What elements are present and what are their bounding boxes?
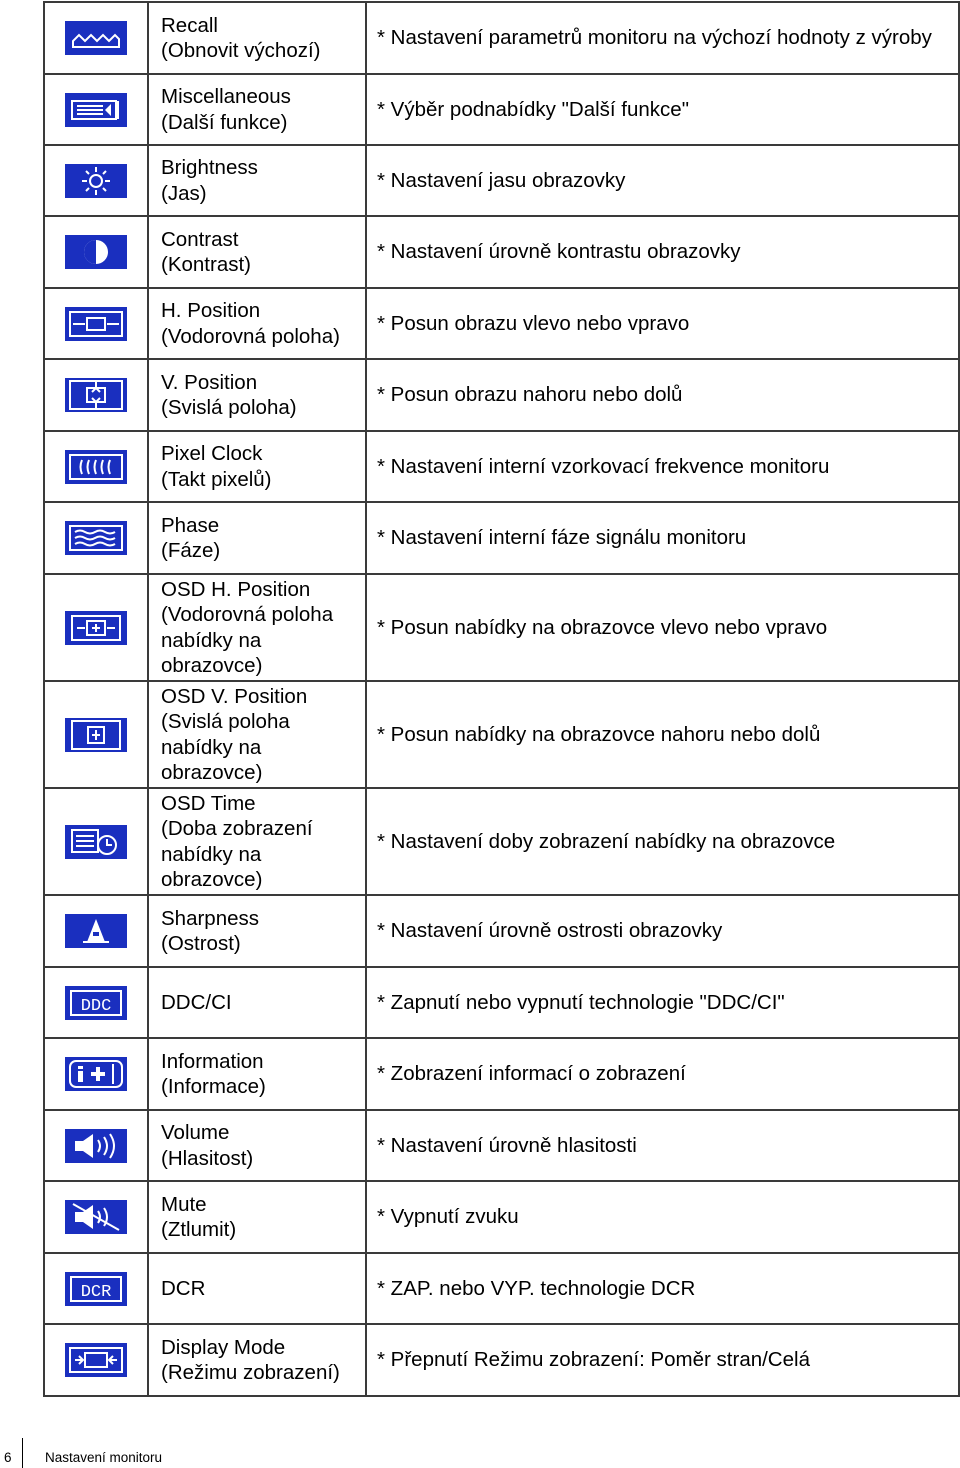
icon-cell [44,967,148,1038]
function-name: Recall (Obnovit výchozí) [161,13,321,62]
icon-cell [44,359,148,431]
function-name: Contrast (Kontrast) [161,227,251,276]
icon-cell [44,74,148,145]
icon-cell [44,1324,148,1396]
h-position-icon [65,307,127,341]
table-row [44,216,959,288]
icon-cell [44,681,148,788]
table-row [44,1324,959,1396]
function-description: * Posun obrazu vlevo nebo vpravo [366,288,959,359]
table-row [44,431,959,502]
function-name-cell [148,681,366,788]
function-name-cell [148,574,366,681]
function-description: * Výběr podnabídky "Další funkce" [366,74,959,145]
function-name-cell [148,288,366,359]
phase-icon [65,521,127,555]
table-row [44,574,959,681]
function-name-cell [148,895,366,967]
miscellaneous-icon [65,93,127,127]
function-description: * Nastavení interní fáze signálu monitoru [366,502,959,574]
function-name-cell [148,2,366,74]
function-name-cell [148,1181,366,1253]
icon-cell [44,1038,148,1110]
volume-icon [65,1129,127,1163]
function-name-cell [148,1038,366,1110]
icon-cell [44,288,148,359]
function-name: Display Mode (Režimu zobrazení) [161,1335,340,1384]
display-mode-icon [65,1343,127,1377]
osd-time-icon [65,825,127,859]
icon-cell [44,788,148,895]
icon-cell [44,216,148,288]
function-name: DDC/CI [161,990,232,1014]
function-name-cell [148,1110,366,1181]
table-row [44,288,959,359]
function-description: * Posun obrazu nahoru nebo dolů [366,359,959,431]
function-description: * Nastavení úrovně kontrastu obrazovky [366,216,959,288]
table-row [44,788,959,895]
icon-cell [44,145,148,216]
function-name-cell [148,359,366,431]
icon-cell [44,431,148,502]
function-name: OSD Time (Doba zobrazení nabídky na obrazovce) [161,791,313,891]
function-description: * Vypnutí zvuku [366,1181,959,1253]
table-row [44,1253,959,1324]
function-description: * Nastavení úrovně hlasitosti [366,1110,959,1181]
mute-icon [65,1200,127,1234]
function-name-cell [148,216,366,288]
function-name-cell [148,502,366,574]
function-name: Information (Informace) [161,1049,266,1098]
footer-divider [22,1438,23,1468]
recall-icon [65,21,127,55]
function-name: Miscellaneous (Další funkce) [161,85,291,134]
table-row [44,895,959,967]
table-row [44,145,959,216]
icon-cell [44,895,148,967]
function-name: OSD V. Position (Svislá poloha nabídky na obrazovce) [161,684,308,784]
dcr-icon [65,1272,127,1306]
osd-v-position-icon [65,718,127,752]
function-name: Sharpness (Ostrost) [161,906,260,955]
table-row [44,1038,959,1110]
function-description: * Nastavení jasu obrazovky [366,145,959,216]
function-name: V. Position (Svislá poloha) [161,370,297,419]
table-row [44,502,959,574]
table-row [44,1181,959,1253]
table-row [44,1110,959,1181]
pixel-clock-icon [65,450,127,484]
section-title: Nastavení monitoru [45,1450,163,1465]
function-name-cell [148,788,366,895]
function-name: DCR [161,1276,206,1300]
function-name: OSD H. Position (Vodorovná poloha nabídky na obrazovce) [161,577,334,677]
information-icon [65,1057,127,1091]
function-description: * Zobrazení informací o zobrazení [366,1038,959,1110]
function-name-cell [148,74,366,145]
icon-cell [44,1253,148,1324]
table-row [44,681,959,788]
function-description: * Posun nabídky na obrazovce nahoru nebo dolů [366,681,959,788]
function-description: * ZAP. nebo VYP. technologie DCR [366,1253,959,1324]
svg-text:DDC: DDC [80,996,112,1016]
function-name-cell [148,1253,366,1324]
function-name: Pixel Clock (Takt pixelů) [161,442,272,491]
table-row [44,74,959,145]
function-description: * Nastavení doby zobrazení nabídky na obrazovce [366,788,959,895]
function-name: Phase (Fáze) [161,513,221,562]
function-name: Mute (Ztlumit) [161,1192,237,1241]
svg-text:DCR: DCR [80,1282,112,1302]
osd-function-rows [44,2,959,1396]
osd-function-table [43,1,960,1397]
function-name: H. Position (Vodorovná poloha) [161,299,340,348]
page-footer [0,1450,960,1466]
sharpness-icon [65,914,127,948]
osd-h-position-icon [65,611,127,645]
icon-cell [44,1110,148,1181]
v-position-icon [65,378,127,412]
icon-cell [44,574,148,681]
function-description: * Přepnutí Režimu zobrazení: Poměr stran/Celá [366,1324,959,1396]
function-description: * Zapnutí nebo vypnutí technologie "DDC/CI" [366,967,959,1038]
brightness-icon [65,164,127,198]
function-name: Volume (Hlasitost) [161,1121,254,1170]
icon-cell [44,502,148,574]
icon-cell [44,2,148,74]
table-row [44,2,959,74]
function-description: * Nastavení interní vzorkovací frekvence monitoru [366,431,959,502]
icon-cell [44,1181,148,1253]
function-name-cell [148,967,366,1038]
table-row [44,359,959,431]
function-name: Brightness (Jas) [161,156,258,205]
function-name-cell [148,1324,366,1396]
table-row [44,967,959,1038]
function-description: * Posun nabídky na obrazovce vlevo nebo vpravo [366,574,959,681]
function-name-cell [148,145,366,216]
page-number: 6 [4,1450,12,1465]
function-description: * Nastavení úrovně ostrosti obrazovky [366,895,959,967]
function-name-cell [148,431,366,502]
ddc-ci-icon [65,986,127,1020]
function-description: * Nastavení parametrů monitoru na výchozí hodnoty z výroby [366,2,959,74]
contrast-icon [65,235,127,269]
